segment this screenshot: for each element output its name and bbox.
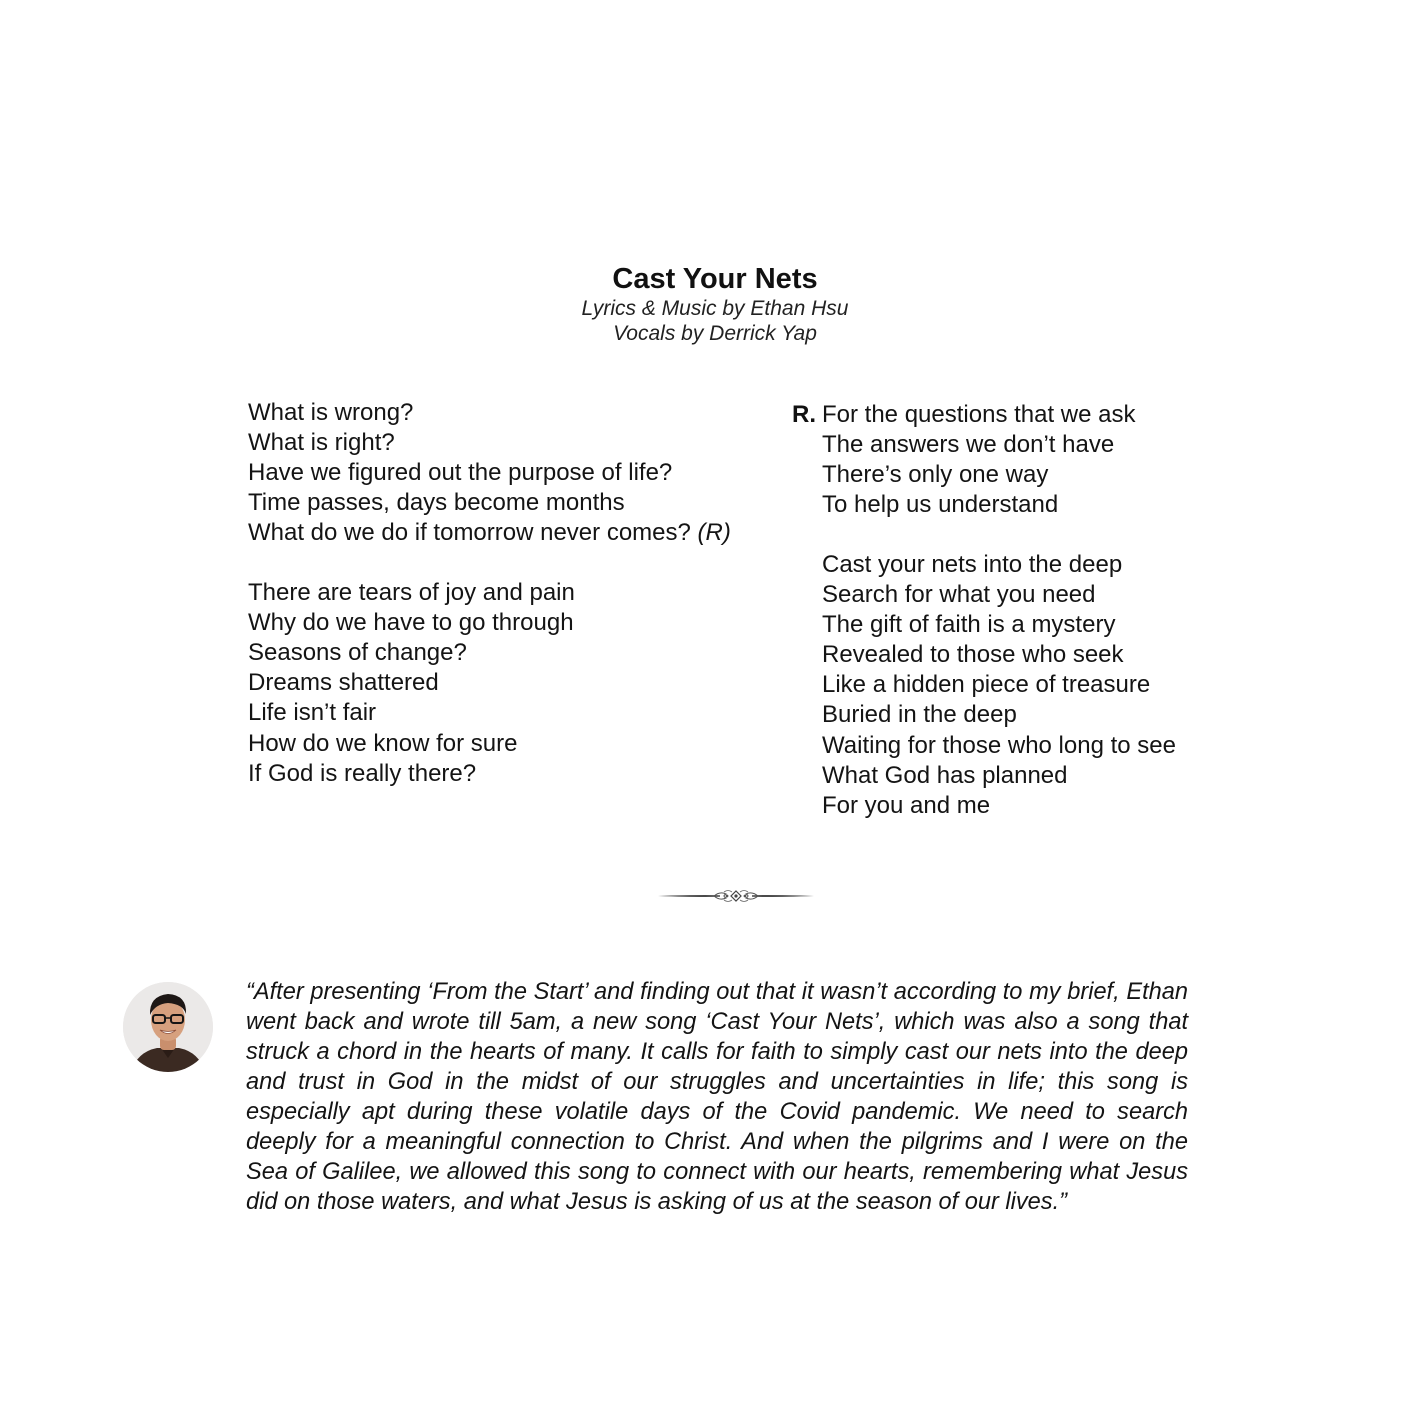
verse-line: There are tears of joy and pain [248, 579, 575, 607]
refrain-line: For you and me [822, 791, 991, 819]
refrain-line: Like a hidden piece of treasure [822, 671, 1151, 699]
verse-line: Dreams shattered [248, 669, 439, 697]
refrain-line: Buried in the deep [822, 701, 1017, 729]
verse-line: Time passes, days become months [248, 489, 625, 517]
song-header [0, 262, 1425, 346]
verse-line: What is wrong? [248, 399, 414, 426]
verse-line: Why do we have to go through [248, 609, 574, 637]
verse-line [248, 518, 788, 548]
verse-line: Seasons of change? [248, 639, 467, 667]
refrain-line: Cast your nets into the deep [822, 551, 1123, 579]
flourish-divider-icon [658, 886, 814, 906]
verse-line: What is right? [248, 429, 395, 457]
person-avatar [123, 982, 213, 1072]
refrain-line: Waiting for those who long to see [822, 731, 1176, 759]
song-title: Cast Your Nets [612, 263, 818, 295]
lyrics-credit: Lyrics & Music by Ethan Hsu [581, 297, 849, 320]
refrain-marker: R. [792, 401, 816, 428]
refrain-line: The gift of faith is a mystery [822, 611, 1116, 639]
testimonial-quote: “After presenting ‘From the Start’ and finding out that it wasn’t according to my brief, Ethan went back and wrote till 5am, a new song ‘Cast Your Nets’, which was also a song that struck a chord in the hearts of many. It calls for faith to simply cast our nets into the deep and trust in God in the midst of our struggles and uncertainties in life; this song is especially apt during these volatile days of the Covid pandemic. We need to search deeply for a meaningful connection to Christ. And when the pilgrims and I were on the Sea of Galilee, we allowed this song to connect with our hearts, remembering what Jesus did on those waters, and what Jesus is asking of us at the season of our lives.” [246, 979, 1188, 1215]
refrain-line: For the questions that we ask [822, 401, 1136, 428]
verse-line: Life isn’t fair [248, 699, 377, 727]
refrain-line: To help us understand [822, 491, 1059, 519]
refrain-line: Search for what you need [822, 581, 1096, 609]
verse-line: How do we know for sure [248, 729, 518, 757]
refrain-column [822, 400, 1242, 821]
stanza-break [822, 520, 1242, 550]
verses-column [248, 398, 788, 789]
refrain-line: Revealed to those who seek [822, 641, 1124, 669]
refrain-line: What God has planned [822, 761, 1068, 789]
vocals-credit: Vocals by Derrick Yap [613, 322, 817, 345]
verse-line-text: What do we do if tomorrow never comes? [248, 519, 691, 547]
stanza-break [248, 548, 788, 578]
refrain-cue: (R) [697, 519, 731, 547]
verse-line: If God is really there? [248, 759, 477, 787]
verse-line: Have we figured out the purpose of life? [248, 459, 673, 487]
refrain-line: There’s only one way [822, 461, 1049, 489]
refrain-line: The answers we don’t have [822, 431, 1115, 459]
